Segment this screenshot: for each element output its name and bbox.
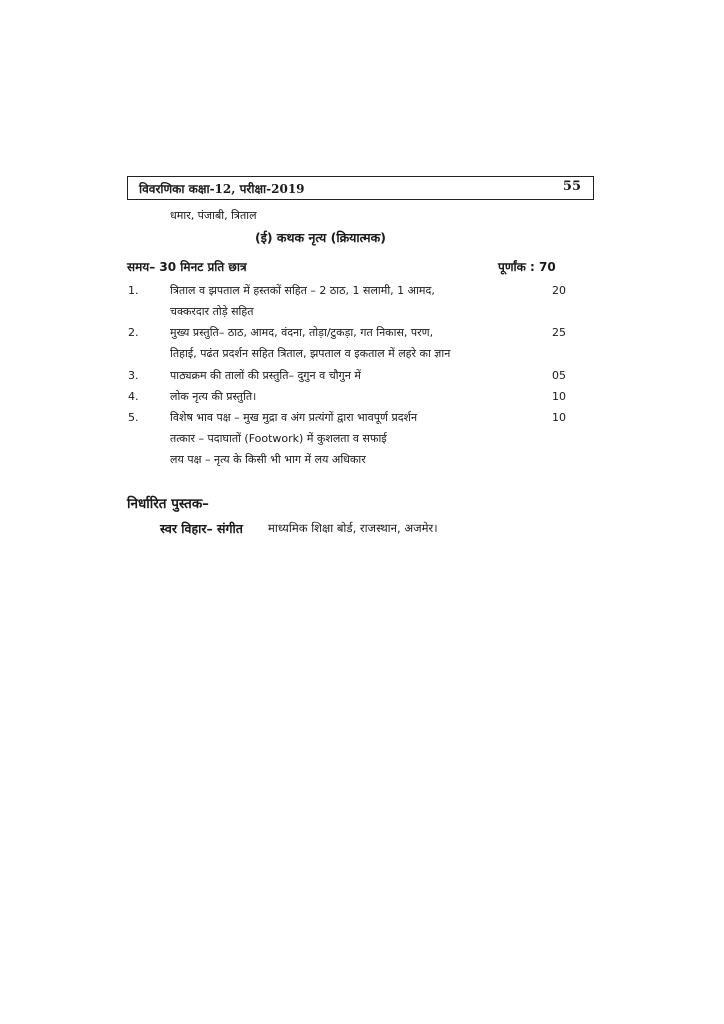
item-1-line-2: चक्करदार तोड़े सहित — [170, 305, 254, 318]
time-allotment: समय– 30 मिनट प्रति छात्र — [127, 260, 247, 274]
item-1-line-1: त्रिताल व झपताल में हस्तकों सहित – 2 ठाठ, 1 सलामी, 1 आमद, — [170, 284, 435, 297]
item-5-line-1: विशेष भाव पक्ष – मुख मुद्रा व अंग प्रत्यंगों द्वारा भावपूर्ण प्रदर्शन — [170, 411, 418, 424]
full-marks: पूर्णांक : 70 — [498, 260, 556, 274]
continuation-line: धमार, पंजाबी, त्रिताल — [170, 209, 257, 222]
item-4-line-1: लोक नृत्य की प्रस्तुति। — [170, 390, 257, 403]
item-5-number: 5. — [128, 411, 139, 424]
item-2-score: 25 — [552, 326, 566, 339]
item-4-number: 4. — [128, 390, 139, 403]
prescribed-books-heading: निर्धारित पुस्तक– — [127, 496, 209, 512]
item-4-score: 10 — [552, 390, 566, 403]
item-1-score: 20 — [552, 284, 566, 297]
section-heading: (ई) कथक नृत्य (क्रियात्मक) — [255, 230, 386, 245]
item-5-score: 10 — [552, 411, 566, 424]
header-title: विवरणिका कक्षा-12, परीक्षा-2019 — [139, 182, 305, 196]
page-number: 55 — [562, 179, 581, 194]
item-2-line-2: तिहाई, पढंत प्रदर्शन सहित त्रिताल, झपताल व इकताल में लहरे का ज्ञान — [170, 347, 451, 360]
page-header — [127, 176, 594, 200]
item-5-line-3: लय पक्ष – नृत्य के किसी भी भाग में लय अधिकार — [170, 453, 366, 466]
book-publisher: माध्यमिक शिक्षा बोर्ड, राजस्थान, अजमेर। — [268, 521, 438, 535]
item-1-number: 1. — [128, 284, 139, 297]
item-3-number: 3. — [128, 369, 139, 382]
book-title: स्वर विहार– संगीत — [160, 521, 243, 536]
item-3-score: 05 — [552, 369, 566, 382]
item-3-line-1: पाठ्यक्रम की तालों की प्रस्तुति– दुगुन व चौगुन में — [170, 369, 361, 382]
item-2-number: 2. — [128, 326, 139, 339]
item-5-line-2: तत्कार – पदाघातों (Footwork) में कुशलता व सफाई — [170, 432, 387, 445]
item-2-line-1: मुख्य प्रस्तुति– ठाठ, आमद, वंदना, तोड़ा/टुकड़ा, गत निकास, परण, — [170, 326, 434, 339]
